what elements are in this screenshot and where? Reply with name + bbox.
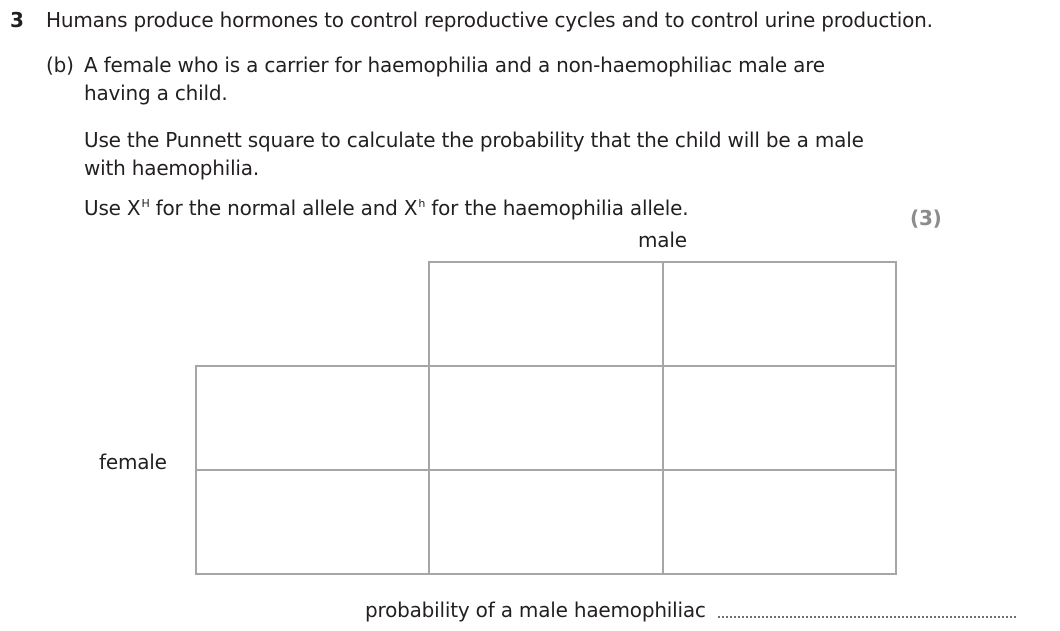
- part-intro-line-2: having a child.: [84, 81, 228, 105]
- part-intro-line-1: A female who is a carrier for haemophilia and a non-haemophiliac male are: [84, 53, 825, 77]
- female-gamete-cell-2[interactable]: [195, 469, 430, 575]
- offspring-cell-2-2[interactable]: [662, 469, 897, 575]
- instruction-line-2: with haemophilia.: [84, 156, 259, 180]
- answer-label: probability of a male haemophiliac: [365, 598, 706, 622]
- allele-text-2: for the normal allele and X: [149, 196, 418, 220]
- allele-superscript-normal: H: [141, 197, 150, 210]
- male-label: male: [638, 228, 687, 252]
- male-gamete-cell-2[interactable]: [662, 261, 897, 367]
- question-number: 3: [10, 8, 24, 32]
- male-gamete-cell-1[interactable]: [428, 261, 664, 367]
- offspring-cell-1-1[interactable]: [428, 365, 664, 471]
- question-stem: Humans produce hormones to control reproductive cycles and to control urine production.: [46, 8, 933, 32]
- allele-superscript-haemophilia: h: [418, 197, 426, 210]
- part-label: (b): [46, 53, 74, 77]
- offspring-cell-1-2[interactable]: [662, 365, 897, 471]
- marks-indicator: (3): [910, 206, 942, 230]
- female-gamete-cell-1[interactable]: [195, 365, 430, 471]
- allele-instruction: [84, 196, 688, 224]
- offspring-cell-2-1[interactable]: [428, 469, 664, 575]
- instruction-line-1: Use the Punnett square to calculate the probability that the child will be a male: [84, 128, 864, 152]
- allele-text-3: for the haemophilia allele.: [425, 196, 689, 220]
- female-label: female: [99, 450, 167, 474]
- allele-text-1: Use X: [84, 196, 141, 220]
- answer-line[interactable]: [718, 616, 1016, 618]
